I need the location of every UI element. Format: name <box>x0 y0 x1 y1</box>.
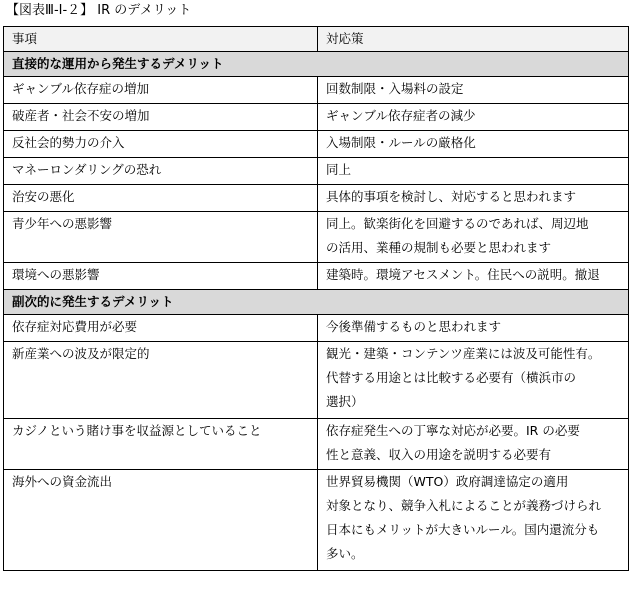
figure-caption: 【図表Ⅲ-Ⅰ-２】 IR のデメリット <box>6 3 192 18</box>
item-cell: ギャンブル依存症の増加 <box>4 77 318 104</box>
header-item: 事項 <box>4 27 318 52</box>
table-row <box>4 131 629 158</box>
item-cell: 青少年への悪影響 <box>4 212 318 263</box>
measure-cell <box>318 131 629 158</box>
table-row <box>4 263 629 290</box>
measure-cell <box>318 342 629 419</box>
measure-line: 入場制限・ルールの厳格化 <box>326 135 476 150</box>
ir-demerits-table <box>3 26 629 571</box>
header-row <box>4 27 629 52</box>
section-row <box>4 52 629 77</box>
measure-cell <box>318 315 629 342</box>
measure-cell <box>318 263 629 290</box>
table-row <box>4 419 629 470</box>
measure-line: 同上。歓楽街化を回避するのであれば、周辺地 <box>326 216 589 231</box>
item-cell: 破産者・社会不安の増加 <box>4 104 318 131</box>
measure-cell <box>318 470 629 571</box>
measure-line: 対象となり、競争入札によることが義務づけられ <box>326 498 602 513</box>
measure-line: ギャンブル依存症者の減少 <box>326 108 476 123</box>
measure-cell <box>318 185 629 212</box>
header-measure: 対応策 <box>318 27 629 52</box>
item-cell: 依存症対応費用が必要 <box>4 315 318 342</box>
section-title: 副次的に発生するデメリット <box>4 290 629 315</box>
table-row <box>4 212 629 263</box>
item-cell: 新産業への波及が限定的 <box>4 342 318 419</box>
table-row <box>4 77 629 104</box>
measure-line: 多い。 <box>326 546 364 561</box>
measure-line: 今後準備するものと思われます <box>326 319 502 334</box>
measure-line: 選択） <box>326 394 364 409</box>
measure-line: 代替する用途とは比較する必要有（横浜市の <box>326 370 577 385</box>
measure-line: 同上 <box>326 162 352 177</box>
item-cell: 環境への悪影響 <box>4 263 318 290</box>
measure-line: 依存症発生への丁寧な対応が必要。IR の必要 <box>326 423 580 438</box>
measure-line: の活用、業種の規制も必要と思われます <box>326 240 552 255</box>
item-cell: 海外への資金流出 <box>4 470 318 571</box>
measure-line: 観光・建築・コンテンツ産業には波及可能性有。 <box>326 346 601 361</box>
measure-cell <box>318 104 629 131</box>
table-row <box>4 158 629 185</box>
table-row <box>4 104 629 131</box>
section-row <box>4 290 629 315</box>
measure-line: 建築時。環境アセスメント。住民への説明。撤退 <box>326 267 600 282</box>
measure-cell <box>318 158 629 185</box>
table-row <box>4 185 629 212</box>
item-cell: 治安の悪化 <box>4 185 318 212</box>
measure-line: 回数制限・入場料の設定 <box>326 81 464 96</box>
measure-cell <box>318 419 629 470</box>
section-title: 直接的な運用から発生するデメリット <box>4 52 629 77</box>
table-row <box>4 315 629 342</box>
item-cell: マネーロンダリングの恐れ <box>4 158 318 185</box>
item-cell: カジノという賭け事を収益源としていること <box>4 419 318 470</box>
table-row <box>4 342 629 419</box>
table-row <box>4 470 629 571</box>
measure-line: 性と意義、収入の用途を説明する必要有 <box>326 447 552 462</box>
measure-line: 日本にもメリットが大きいルール。国内還流分も <box>326 522 600 537</box>
measure-cell <box>318 212 629 263</box>
item-cell: 反社会的勢力の介入 <box>4 131 318 158</box>
measure-line: 世界貿易機関（WTO）政府調達協定の適用 <box>326 474 569 489</box>
measure-cell <box>318 77 629 104</box>
measure-line: 具体的事項を検討し、対応すると思われます <box>326 189 577 204</box>
